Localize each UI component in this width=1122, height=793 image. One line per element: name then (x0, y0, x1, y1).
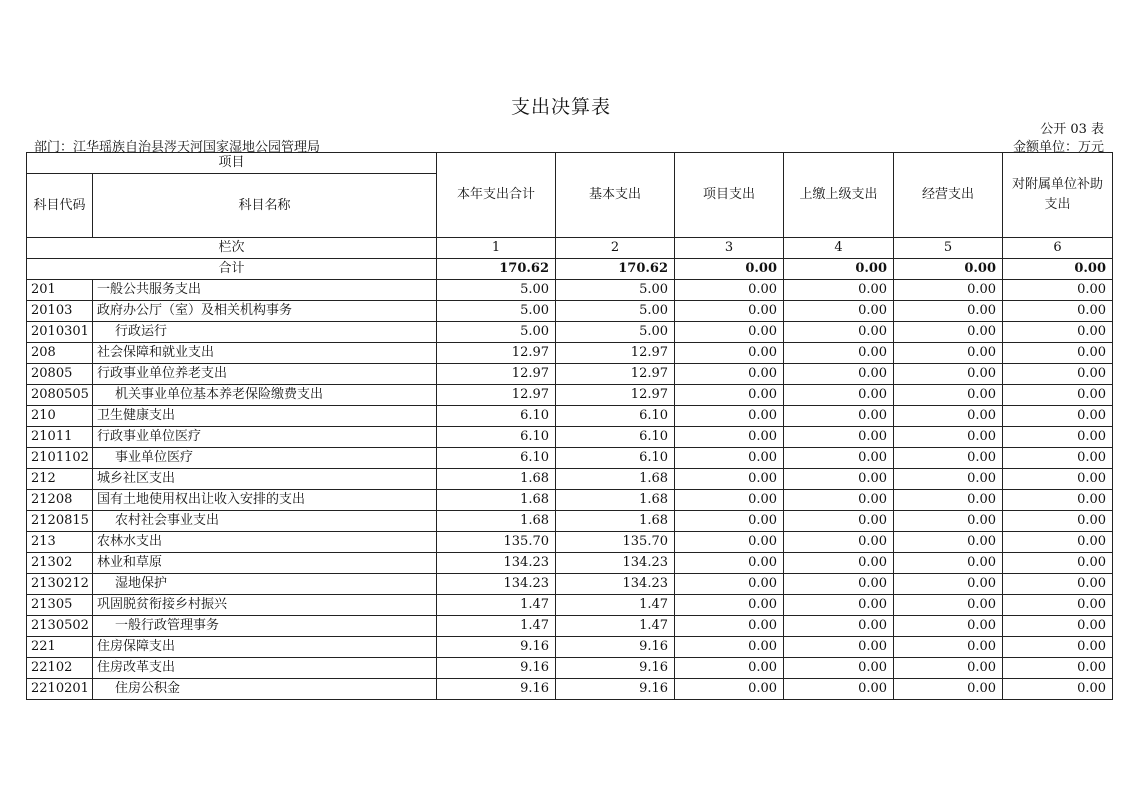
row-value-4: 0.00 (784, 343, 894, 364)
row-name: 巩固脱贫衔接乡村振兴 (93, 595, 437, 616)
row-code: 210 (27, 406, 93, 427)
row-value-2: 12.97 (556, 364, 675, 385)
row-value-3: 0.00 (675, 658, 784, 679)
header-col-5: 经营支出 (894, 153, 1003, 238)
row-value-3: 0.00 (675, 469, 784, 490)
row-name: 城乡社区支出 (93, 469, 437, 490)
row-value-5: 0.00 (894, 511, 1003, 532)
row-value-1: 135.70 (437, 532, 556, 553)
row-code: 21305 (27, 595, 93, 616)
row-value-4: 0.00 (784, 301, 894, 322)
row-index-label: 栏次 (27, 238, 437, 259)
row-value-6: 0.00 (1003, 490, 1113, 511)
header-col-6: 对附属单位补助支出 (1003, 153, 1113, 238)
row-name: 住房保障支出 (93, 637, 437, 658)
row-value-1: 12.97 (437, 343, 556, 364)
header-col-3: 项目支出 (675, 153, 784, 238)
row-value-1: 9.16 (437, 679, 556, 700)
row-name: 一般公共服务支出 (93, 280, 437, 301)
header-col-2: 基本支出 (556, 153, 675, 238)
row-value-5: 0.00 (894, 280, 1003, 301)
amount-unit-label: 金额单位：万元 (1012, 140, 1104, 155)
row-value-5: 0.00 (894, 448, 1003, 469)
row-code: 21208 (27, 490, 93, 511)
row-name: 国有土地使用权出让收入安排的支出 (93, 490, 437, 511)
header-col-1: 本年支出合计 (437, 153, 556, 238)
row-value-6: 0.00 (1003, 532, 1113, 553)
row-code: 22102 (27, 658, 93, 679)
row-index-4: 4 (784, 238, 894, 259)
row-value-1: 6.10 (437, 448, 556, 469)
row-value-5: 0.00 (894, 469, 1003, 490)
table-row (27, 364, 1113, 385)
table-row (27, 679, 1113, 700)
total-value-5: 0.00 (894, 259, 1003, 280)
row-name: 住房公积金 (93, 679, 437, 700)
row-value-3: 0.00 (675, 343, 784, 364)
row-value-1: 1.47 (437, 616, 556, 637)
row-value-6: 0.00 (1003, 406, 1113, 427)
row-value-3: 0.00 (675, 364, 784, 385)
row-value-3: 0.00 (675, 553, 784, 574)
row-index-3: 3 (675, 238, 784, 259)
table-row (27, 616, 1113, 637)
row-value-1: 134.23 (437, 574, 556, 595)
row-value-1: 5.00 (437, 322, 556, 343)
row-value-5: 0.00 (894, 637, 1003, 658)
row-value-6: 0.00 (1003, 448, 1113, 469)
row-value-5: 0.00 (894, 406, 1003, 427)
department-label: 部门：江华瑶族自治县涔天河国家湿地公园管理局 (34, 140, 321, 155)
table-row (27, 406, 1113, 427)
row-value-3: 0.00 (675, 574, 784, 595)
row-value-3: 0.00 (675, 385, 784, 406)
row-value-4: 0.00 (784, 364, 894, 385)
row-code: 2080505 (27, 385, 93, 406)
row-value-3: 0.00 (675, 679, 784, 700)
row-value-6: 0.00 (1003, 595, 1113, 616)
row-value-6: 0.00 (1003, 679, 1113, 700)
row-value-1: 1.68 (437, 511, 556, 532)
row-value-2: 134.23 (556, 553, 675, 574)
row-name: 住房改革支出 (93, 658, 437, 679)
row-value-1: 5.00 (437, 301, 556, 322)
row-value-2: 1.68 (556, 469, 675, 490)
row-value-6: 0.00 (1003, 301, 1113, 322)
row-name: 林业和草原 (93, 553, 437, 574)
row-value-2: 6.10 (556, 406, 675, 427)
total-row (27, 259, 1113, 280)
total-value-3: 0.00 (675, 259, 784, 280)
table-row (27, 448, 1113, 469)
row-value-2: 9.16 (556, 658, 675, 679)
row-value-4: 0.00 (784, 679, 894, 700)
row-index-1: 1 (437, 238, 556, 259)
form-number: 公开 03 表 (1040, 122, 1104, 137)
row-name: 农林水支出 (93, 532, 437, 553)
expenditure-table (26, 152, 1113, 700)
row-code: 2130502 (27, 616, 93, 637)
row-value-1: 1.68 (437, 490, 556, 511)
row-value-2: 6.10 (556, 448, 675, 469)
row-value-6: 0.00 (1003, 427, 1113, 448)
row-value-3: 0.00 (675, 301, 784, 322)
table-row (27, 280, 1113, 301)
header-code: 科目代码 (27, 174, 93, 238)
row-value-6: 0.00 (1003, 469, 1113, 490)
row-value-2: 12.97 (556, 385, 675, 406)
table-row (27, 385, 1113, 406)
row-value-3: 0.00 (675, 595, 784, 616)
table-row (27, 343, 1113, 364)
row-name: 一般行政管理事务 (93, 616, 437, 637)
total-label: 合计 (27, 259, 437, 280)
row-value-6: 0.00 (1003, 616, 1113, 637)
row-value-4: 0.00 (784, 637, 894, 658)
row-code: 2010301 (27, 322, 93, 343)
row-value-2: 1.47 (556, 616, 675, 637)
row-name: 湿地保护 (93, 574, 437, 595)
row-value-4: 0.00 (784, 448, 894, 469)
row-value-4: 0.00 (784, 406, 894, 427)
row-name: 事业单位医疗 (93, 448, 437, 469)
row-code: 208 (27, 343, 93, 364)
row-value-3: 0.00 (675, 322, 784, 343)
row-value-6: 0.00 (1003, 343, 1113, 364)
row-value-3: 0.00 (675, 637, 784, 658)
header-name: 科目名称 (93, 174, 437, 238)
table-row (27, 532, 1113, 553)
total-value-6: 0.00 (1003, 259, 1113, 280)
row-value-5: 0.00 (894, 532, 1003, 553)
row-value-1: 6.10 (437, 427, 556, 448)
row-value-2: 9.16 (556, 679, 675, 700)
row-value-6: 0.00 (1003, 658, 1113, 679)
row-value-2: 5.00 (556, 322, 675, 343)
row-code: 212 (27, 469, 93, 490)
row-value-2: 6.10 (556, 427, 675, 448)
row-code: 20805 (27, 364, 93, 385)
row-value-1: 1.68 (437, 469, 556, 490)
row-value-6: 0.00 (1003, 511, 1113, 532)
row-code: 21011 (27, 427, 93, 448)
row-name: 机关事业单位基本养老保险缴费支出 (93, 385, 437, 406)
row-value-2: 1.68 (556, 511, 675, 532)
row-value-4: 0.00 (784, 616, 894, 637)
row-value-1: 134.23 (437, 553, 556, 574)
row-name: 行政事业单位养老支出 (93, 364, 437, 385)
header-project: 项目 (27, 153, 437, 174)
row-code: 221 (27, 637, 93, 658)
row-code: 2120815 (27, 511, 93, 532)
report-title: 支出决算表 (510, 96, 611, 118)
row-value-2: 5.00 (556, 301, 675, 322)
row-value-2: 12.97 (556, 343, 675, 364)
row-value-5: 0.00 (894, 595, 1003, 616)
row-code: 2210201 (27, 679, 93, 700)
row-value-5: 0.00 (894, 364, 1003, 385)
row-code: 213 (27, 532, 93, 553)
row-value-4: 0.00 (784, 574, 894, 595)
row-value-6: 0.00 (1003, 637, 1113, 658)
row-value-6: 0.00 (1003, 574, 1113, 595)
row-value-2: 1.47 (556, 595, 675, 616)
row-code: 2101102 (27, 448, 93, 469)
row-name: 卫生健康支出 (93, 406, 437, 427)
row-value-5: 0.00 (894, 343, 1003, 364)
row-value-4: 0.00 (784, 595, 894, 616)
total-value-4: 0.00 (784, 259, 894, 280)
table-row (27, 511, 1113, 532)
row-code: 21302 (27, 553, 93, 574)
total-value-2: 170.62 (556, 259, 675, 280)
row-value-4: 0.00 (784, 658, 894, 679)
table-row (27, 553, 1113, 574)
row-index-6: 6 (1003, 238, 1113, 259)
row-value-6: 0.00 (1003, 385, 1113, 406)
row-value-3: 0.00 (675, 427, 784, 448)
row-value-4: 0.00 (784, 511, 894, 532)
total-value-1: 170.62 (437, 259, 556, 280)
row-value-5: 0.00 (894, 490, 1003, 511)
row-name: 行政事业单位医疗 (93, 427, 437, 448)
row-value-2: 134.23 (556, 574, 675, 595)
row-value-5: 0.00 (894, 658, 1003, 679)
row-value-1: 9.16 (437, 637, 556, 658)
table-row (27, 427, 1113, 448)
row-code: 20103 (27, 301, 93, 322)
row-value-6: 0.00 (1003, 553, 1113, 574)
row-value-3: 0.00 (675, 490, 784, 511)
row-value-5: 0.00 (894, 616, 1003, 637)
row-value-1: 1.47 (437, 595, 556, 616)
table-row (27, 658, 1113, 679)
table-row (27, 574, 1113, 595)
row-code: 2130212 (27, 574, 93, 595)
row-value-3: 0.00 (675, 532, 784, 553)
row-value-5: 0.00 (894, 385, 1003, 406)
table-row (27, 469, 1113, 490)
row-value-5: 0.00 (894, 427, 1003, 448)
row-index-2: 2 (556, 238, 675, 259)
row-name: 行政运行 (93, 322, 437, 343)
row-value-3: 0.00 (675, 406, 784, 427)
row-value-5: 0.00 (894, 322, 1003, 343)
row-value-3: 0.00 (675, 448, 784, 469)
row-name: 社会保障和就业支出 (93, 343, 437, 364)
header-col-4: 上缴上级支出 (784, 153, 894, 238)
row-value-5: 0.00 (894, 574, 1003, 595)
row-value-6: 0.00 (1003, 322, 1113, 343)
row-value-4: 0.00 (784, 427, 894, 448)
table-row (27, 595, 1113, 616)
row-value-5: 0.00 (894, 301, 1003, 322)
row-value-4: 0.00 (784, 469, 894, 490)
row-value-3: 0.00 (675, 511, 784, 532)
row-name: 政府办公厅（室）及相关机构事务 (93, 301, 437, 322)
row-value-5: 0.00 (894, 553, 1003, 574)
row-value-2: 9.16 (556, 637, 675, 658)
row-value-1: 5.00 (437, 280, 556, 301)
row-value-6: 0.00 (1003, 364, 1113, 385)
row-value-5: 0.00 (894, 679, 1003, 700)
row-value-3: 0.00 (675, 280, 784, 301)
row-value-1: 9.16 (437, 658, 556, 679)
row-value-1: 6.10 (437, 406, 556, 427)
row-value-1: 12.97 (437, 364, 556, 385)
table-row (27, 301, 1113, 322)
row-value-6: 0.00 (1003, 280, 1113, 301)
table-row (27, 637, 1113, 658)
row-value-2: 5.00 (556, 280, 675, 301)
row-value-4: 0.00 (784, 532, 894, 553)
row-value-2: 135.70 (556, 532, 675, 553)
row-value-4: 0.00 (784, 553, 894, 574)
row-index-5: 5 (894, 238, 1003, 259)
row-code: 201 (27, 280, 93, 301)
table-row (27, 322, 1113, 343)
row-value-4: 0.00 (784, 490, 894, 511)
table-row (27, 490, 1113, 511)
row-value-2: 1.68 (556, 490, 675, 511)
row-value-4: 0.00 (784, 385, 894, 406)
row-value-4: 0.00 (784, 280, 894, 301)
row-value-3: 0.00 (675, 616, 784, 637)
row-value-4: 0.00 (784, 322, 894, 343)
row-name: 农村社会事业支出 (93, 511, 437, 532)
row-value-1: 12.97 (437, 385, 556, 406)
